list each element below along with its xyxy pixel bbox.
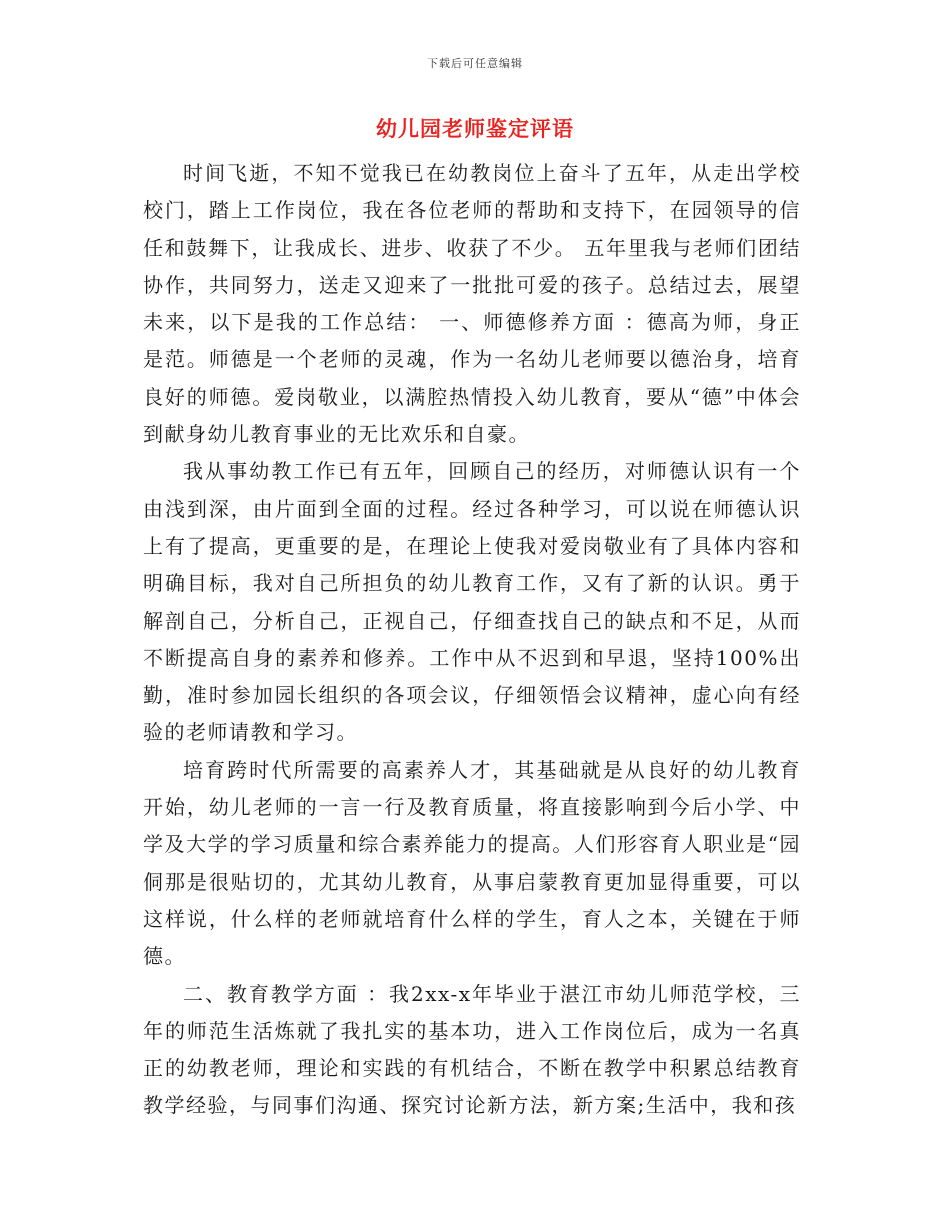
paragraph-2: 我从事幼教工作已有五年，回顾自己的经历，对师德认识有一个由浅到深，由片面到全面的过程。经过各种学习，可以说在师德认识上有了提高，更重要的是，在理论上使我对爱岗敬业有了具体内容和明确目标，我对自己所担负的幼儿教育工作，又有了新的认识。勇于解剖自己，分析自己，正视自己，仔细查找自己的缺点和不足，从而不断提高自身的素养和修养。工作中从不迟到和早退，坚持100%出勤，准时参加园长组织的各项会议，仔细领悟会议精神，虚心向有经验的老师请教和学习。 xyxy=(143,459,801,745)
document-body xyxy=(143,155,801,1125)
paragraph-1: 时间飞逝，不知不觉我已在幼教岗位上奋斗了五年，从走出学校校门，踏上工作岗位，我在各位老师的帮助和支持下，在园领导的信任和鼓舞下，让我成长、进步、收获了不少。 五年里我与老师们团结协作，共同努力，送走又迎来了一批批可爱的孩子。总结过去，展望未来，以下是我的工作总结： 一、师德修养方面 ：德高为师，身正是范。师德是一个老师的灵魂，作为一名幼儿老师要以德治身，培育良好的师德。爱岗敬业，以满腔热情投入幼儿教育，要从“德”中体会到献身幼儿教育事业的无比欢乐和自豪。 xyxy=(143,161,801,447)
page-header-note: 下载后可任意编辑 xyxy=(427,57,523,70)
paragraph-4: 二、教育教学方面 ：我2xx-x年毕业于湛江市幼儿师范学校，三年的师范生活炼就了我扎实的基本功，进入工作岗位后，成为一名真正的幼教老师，理论和实践的有机结合，不断在教学中积累总结教育教学经验，与同事们沟通、探究讨论新方法，新方案;生活中，我和孩 xyxy=(143,981,801,1118)
paragraph-3: 培育跨时代所需要的高素养人才，其基础就是从良好的幼儿教育开始，幼儿老师的一言一行及教育质量，将直接影响到今后小学、中学及大学的学习质量和综合素养能力的提高。人们形容育人职业是“园侗那是很贴切的，尤其幼儿教育，从事启蒙教育更加显得重要，可以这样说，什么样的老师就培育什么样的学生，育人之本，关键在于师德。 xyxy=(143,757,801,969)
document-title: 幼儿园老师鉴定评语 xyxy=(376,116,574,141)
